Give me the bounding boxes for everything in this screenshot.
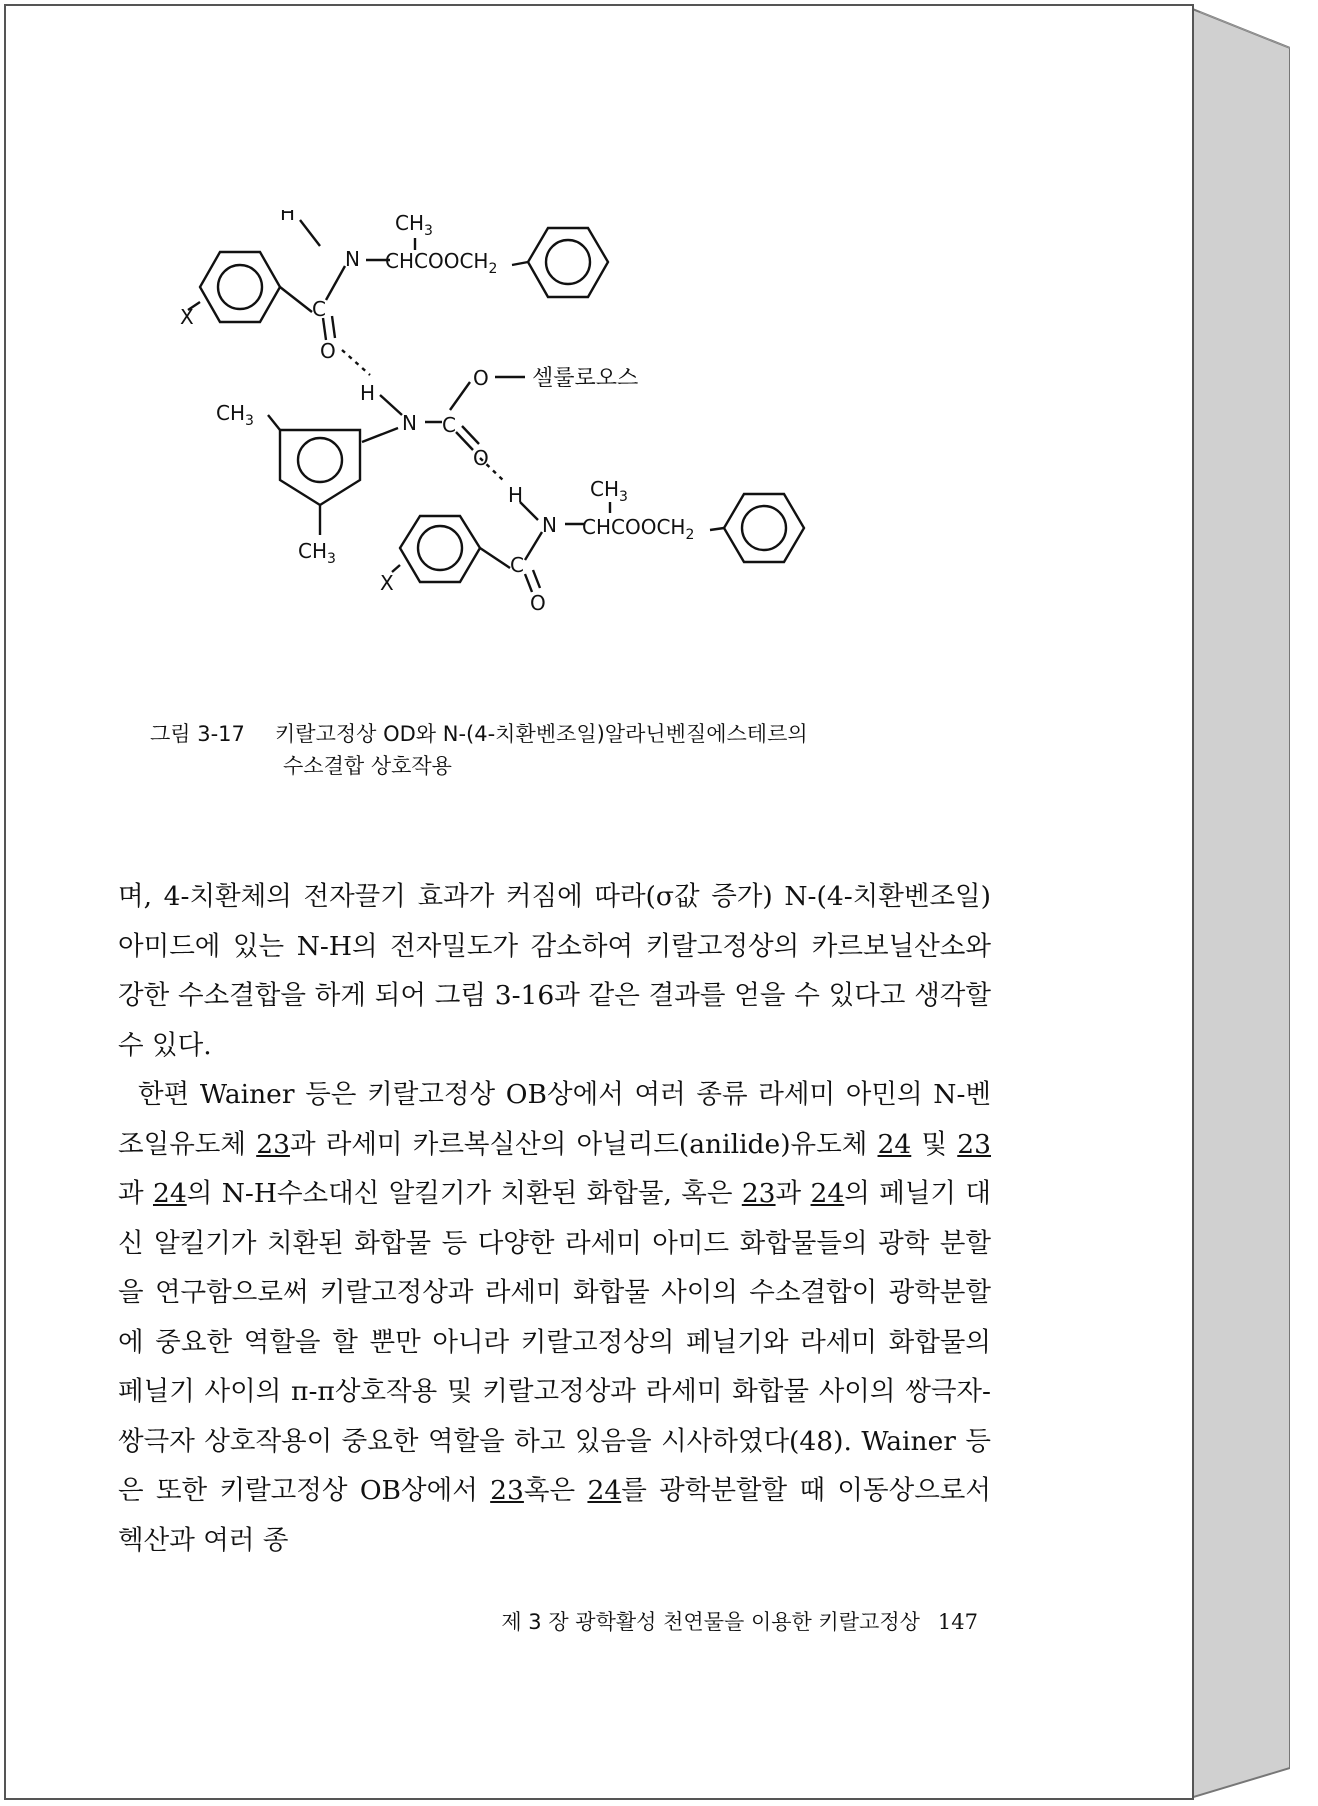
compound-ref-24: 24 [587, 1475, 622, 1506]
chcooch2-label-top: $CHCOOCH_2$ [385, 249, 498, 277]
ch3-label-top: $CH_3$ [395, 211, 433, 239]
caption-number: 그림 3-17 [150, 722, 245, 746]
benzene-ring-bottom-right [724, 494, 804, 562]
o-label-bottom: O [530, 591, 546, 615]
compound-ref-23: 23 [490, 1475, 524, 1506]
x-label-top: X [180, 305, 194, 329]
benzene-ring-top-right [528, 228, 608, 297]
o-label-ester: O [473, 366, 489, 390]
compound-ref-24: 24 [152, 1178, 187, 1209]
figure-caption [150, 718, 970, 782]
chemical-structure-figure [180, 210, 940, 670]
benzene-ring-top-left [200, 252, 280, 322]
compound-ref-23: 23 [957, 1128, 991, 1160]
c-label-bottom: C [510, 553, 524, 577]
caption-line2: 수소결합 상호작용 [283, 754, 452, 778]
n-label-top: N [345, 247, 360, 271]
h-label-bottom: H [508, 483, 524, 507]
running-footer [398, 1606, 978, 1636]
ch3-label-bottom-ring: $CH_3$ [298, 539, 336, 567]
c-label-middle: C [442, 413, 456, 437]
caption-line1: 키랄고정상 OD와 N-(4-치환벤조일)알라닌벤질에스테르의 [275, 722, 808, 746]
paragraph-2: 한편 Wainer 등은 키랄고정상 OB상에서 여러 종류 라세미 아민의 N-벤조일유도체 23과 라세미 카르복실산의 아닐리드(anilide)유도체 24 및 23과 24의 N-H수소대신 알킬기가 치환된 화합물, 혹은 23과 24의 페닐기 대신 알킬기가 치환된 화합물 등 다양한 라세미 아미드 화합물들의 광학 분할을 연구함으로써 키랄고정상과 라세미 화합물 사이의 수소결합이 광학분할에 중요한 역할을 할 뿐만 아니라 키랄고정상의 페닐기와 라세미 화합물의 페닐기 사이의 π-π상호작용 및 키랄고정상과 라세미 화합물 사이의 쌍극자-쌍극자 상호작용이 중요한 역할을 하고 있음을 시사하였다(48). Wainer 등은 또한 키랄고정상 OB상에서 23혹은 24를 광학분할할 때 이동상으로서 헥산과 여러 종 [118, 1079, 992, 1556]
c-label-top: C [312, 297, 326, 321]
h-label-middle: H [360, 381, 376, 405]
o-label-middle: O [473, 446, 489, 470]
paragraph-1: 며, 4-치환체의 전자끌기 효과가 커짐에 따라(σ값 증가) N-(4-치환벤조일)아미드에 있는 N-H의 전자밀도가 감소하여 키랄고정상의 카르보닐산소와 강한 수소결합을 하게 되어 그림 3-16과 같은 결과를 얻을 수 있다고 생각할 수 있다. [118, 881, 991, 1061]
n-label-bottom: N [542, 513, 557, 537]
x-label-bottom: X [380, 571, 394, 595]
n-label-middle: N [402, 411, 417, 435]
chcooch2-label-bottom: $CHCOOCH_2$ [582, 515, 695, 543]
compound-ref-24: 24 [877, 1128, 912, 1160]
h-label-top: H [280, 210, 296, 225]
cellulose-label: 셀룰로오스 [532, 366, 639, 391]
compound-ref-23: 23 [741, 1178, 776, 1209]
book-page-edges [1190, 8, 1290, 1798]
benzene-ring-middle [280, 430, 360, 505]
ch3-label-bottom: $CH_3$ [590, 477, 628, 505]
page-number: 147 [937, 1610, 978, 1634]
body-text [118, 872, 991, 1565]
compound-ref-23: 23 [256, 1128, 290, 1160]
hydrogen-bond-diagram [180, 210, 940, 670]
chapter-title: 제 3 장 광학활성 천연물을 이용한 키랄고정상 [501, 1610, 920, 1634]
compound-ref-24: 24 [810, 1178, 845, 1209]
ch3-label-left: $CH_3$ [216, 401, 254, 429]
o-label-top: O [320, 339, 336, 363]
